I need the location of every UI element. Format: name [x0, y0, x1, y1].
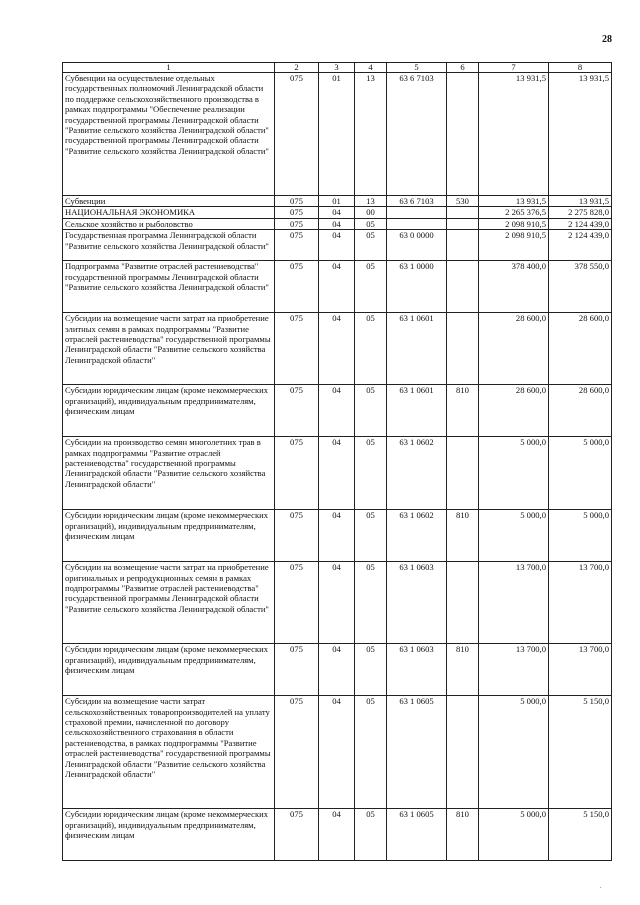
amount-year1-cell: 5 000,0: [479, 437, 549, 510]
amount-year2-cell: 5 000,0: [549, 510, 612, 562]
row-name-cell: Субсидии юридическим лицам (кроме некоммерческих организаций), индивидуальным предпринимателям, физическим лицам: [63, 510, 275, 562]
subsection-cell: 05: [355, 230, 387, 261]
admin-code-cell: 075: [275, 562, 319, 644]
table-row: [63, 196, 612, 207]
header-cell: 2: [275, 63, 319, 73]
section-cell: 04: [319, 218, 355, 229]
amount-year1-cell: 5 000,0: [479, 510, 549, 562]
amount-year1-cell: 2 265 376,5: [479, 207, 549, 218]
page-number: 28: [602, 34, 612, 45]
row-name-cell: Подпрограмма "Развитие отраслей растениеводства" государственной программы Ленинградской области "Развитие сельского хозяйства Ленинградской области": [63, 261, 275, 313]
target-article-cell: [387, 218, 447, 229]
amount-year2-cell: 2 124 439,0: [549, 218, 612, 229]
amount-year1-cell: 2 098 910,5: [479, 218, 549, 229]
table-row: [63, 261, 612, 313]
budget-table: [62, 62, 612, 861]
amount-year2-cell: 5 150,0: [549, 696, 612, 809]
amount-year2-cell: 5 000,0: [549, 437, 612, 510]
table-row: [63, 437, 612, 510]
header-cell: 1: [63, 63, 275, 73]
expense-type-cell: 810: [447, 510, 479, 562]
amount-year1-cell: 13 700,0: [479, 644, 549, 696]
target-article-cell: 63 1 0601: [387, 313, 447, 385]
expense-type-cell: [447, 207, 479, 218]
section-cell: 01: [319, 73, 355, 196]
amount-year2-cell: 13 931,5: [549, 196, 612, 207]
amount-year2-cell: 378 550,0: [549, 261, 612, 313]
table-row: [63, 207, 612, 218]
admin-code-cell: 075: [275, 385, 319, 437]
admin-code-cell: 075: [275, 313, 319, 385]
row-name-cell: Субсидии на возмещение части затрат сельскохозяйственных товаропроизводителей на уплату страховой премии, начисленной по договору сельскохозяйственного страхования в области растениеводства, в рамках подпрограммы "Развитие отраслей растениеводства" государственной программы Ленинградской области "Развитие сельского хозяйства Ленинградской области": [63, 696, 275, 809]
amount-year2-cell: 13 931,5: [549, 73, 612, 196]
amount-year1-cell: 5 000,0: [479, 809, 549, 861]
table-row: [63, 562, 612, 644]
amount-year2-cell: 13 700,0: [549, 562, 612, 644]
row-name-cell: НАЦИОНАЛЬНАЯ ЭКОНОМИКА: [63, 207, 275, 218]
admin-code-cell: 075: [275, 437, 319, 510]
header-cell: 4: [355, 63, 387, 73]
subsection-cell: 13: [355, 73, 387, 196]
admin-code-cell: 075: [275, 196, 319, 207]
table-row: [63, 230, 612, 261]
amount-year2-cell: 28 600,0: [549, 385, 612, 437]
amount-year1-cell: 28 600,0: [479, 385, 549, 437]
expense-type-cell: [447, 218, 479, 229]
header-cell: 5: [387, 63, 447, 73]
amount-year2-cell: 13 700,0: [549, 644, 612, 696]
target-article-cell: 63 1 0602: [387, 437, 447, 510]
target-article-cell: 63 6 7103: [387, 196, 447, 207]
table-row: [63, 73, 612, 196]
table-row: [63, 313, 612, 385]
subsection-cell: 05: [355, 218, 387, 229]
section-cell: 04: [319, 510, 355, 562]
target-article-cell: 63 1 0000: [387, 261, 447, 313]
expense-type-cell: [447, 696, 479, 809]
target-article-cell: 63 6 7103: [387, 73, 447, 196]
header-cell: 7: [479, 63, 549, 73]
section-cell: 04: [319, 313, 355, 385]
expense-type-cell: [447, 562, 479, 644]
admin-code-cell: 075: [275, 230, 319, 261]
subsection-cell: 05: [355, 313, 387, 385]
target-article-cell: 63 1 0603: [387, 644, 447, 696]
subsection-cell: 00: [355, 207, 387, 218]
amount-year2-cell: 2 124 439,0: [549, 230, 612, 261]
table-row: [63, 385, 612, 437]
row-name-cell: Субсидии юридическим лицам (кроме некоммерческих организаций), индивидуальным предпринимателям, физическим лицам: [63, 385, 275, 437]
amount-year1-cell: 378 400,0: [479, 261, 549, 313]
target-article-cell: 63 1 0602: [387, 510, 447, 562]
row-name-cell: Субсидии юридическим лицам (кроме некоммерческих организаций), индивидуальным предпринимателям, физическим лицам: [63, 809, 275, 861]
admin-code-cell: 075: [275, 207, 319, 218]
subsection-cell: 05: [355, 385, 387, 437]
amount-year1-cell: 13 931,5: [479, 196, 549, 207]
section-cell: 04: [319, 562, 355, 644]
target-article-cell: 63 1 0601: [387, 385, 447, 437]
table-row: [63, 510, 612, 562]
expense-type-cell: [447, 437, 479, 510]
table-row: [63, 809, 612, 861]
row-name-cell: Субвенции: [63, 196, 275, 207]
row-name-cell: Субвенции на осуществление отдельных государственных полномочий Ленинградской области по поддержке сельскохозяйственного производства в рамках подпрограммы "Обеспечение реализации государственной программы Ленинградской области "Развитие сельского хозяйства Ленинградской области" государственной программы Ленинградской области "Развитие сельского хозяйства Ленинградской области": [63, 73, 275, 196]
target-article-cell: 63 1 0605: [387, 809, 447, 861]
admin-code-cell: 075: [275, 73, 319, 196]
section-cell: 04: [319, 230, 355, 261]
subsection-cell: 05: [355, 562, 387, 644]
admin-code-cell: 075: [275, 510, 319, 562]
target-article-cell: 63 1 0603: [387, 562, 447, 644]
table-row: [63, 218, 612, 229]
subsection-cell: 05: [355, 696, 387, 809]
row-name-cell: Субсидии на возмещение части затрат на приобретение элитных семян в рамках подпрограммы "Развитие отраслей растениеводства" государственной программы Ленинградской области "Развитие сельского хозяйства Ленинградской области": [63, 313, 275, 385]
row-name-cell: Государственная программа Ленинградской области "Развитие сельского хозяйства Ленинградской области": [63, 230, 275, 261]
row-name-cell: Субсидии на производство семян многолетних трав в рамках подпрограммы "Развитие отраслей растениеводства" государственной программы Ленинградской области "Развитие сельского хозяйства Ленинградской области": [63, 437, 275, 510]
header-row: [63, 63, 612, 73]
amount-year1-cell: 2 098 910,5: [479, 230, 549, 261]
subsection-cell: 05: [355, 437, 387, 510]
expense-type-cell: 810: [447, 644, 479, 696]
section-cell: 04: [319, 809, 355, 861]
section-cell: 01: [319, 196, 355, 207]
expense-type-cell: [447, 73, 479, 196]
admin-code-cell: 075: [275, 644, 319, 696]
section-cell: 04: [319, 644, 355, 696]
row-name-cell: Сельское хозяйство и рыболовство: [63, 218, 275, 229]
section-cell: 04: [319, 437, 355, 510]
amount-year2-cell: 5 150,0: [549, 809, 612, 861]
subsection-cell: 05: [355, 809, 387, 861]
amount-year1-cell: 5 000,0: [479, 696, 549, 809]
table-row: [63, 696, 612, 809]
section-cell: 04: [319, 696, 355, 809]
amount-year2-cell: 28 600,0: [549, 313, 612, 385]
target-article-cell: 63 0 0000: [387, 230, 447, 261]
expense-type-cell: 810: [447, 809, 479, 861]
row-name-cell: Субсидии на возмещение части затрат на приобретение оригинальных и репродукционных семян в рамках подпрограммы "Развитие отраслей растениеводства" государственной программы Ленинградской области "Развитие сельского хозяйства Ленинградской области": [63, 562, 275, 644]
subsection-cell: 13: [355, 196, 387, 207]
header-cell: 6: [447, 63, 479, 73]
admin-code-cell: 075: [275, 696, 319, 809]
admin-code-cell: 075: [275, 218, 319, 229]
section-cell: 04: [319, 261, 355, 313]
amount-year1-cell: 13 931,5: [479, 73, 549, 196]
amount-year2-cell: 2 275 828,0: [549, 207, 612, 218]
amount-year1-cell: 13 700,0: [479, 562, 549, 644]
expense-type-cell: [447, 230, 479, 261]
subsection-cell: 05: [355, 644, 387, 696]
target-article-cell: 63 1 0605: [387, 696, 447, 809]
section-cell: 04: [319, 385, 355, 437]
expense-type-cell: 530: [447, 196, 479, 207]
target-article-cell: [387, 207, 447, 218]
amount-year1-cell: 28 600,0: [479, 313, 549, 385]
row-name-cell: Субсидии юридическим лицам (кроме некоммерческих организаций), индивидуальным предпринимателям, физическим лицам: [63, 644, 275, 696]
section-cell: 04: [319, 207, 355, 218]
header-cell: 3: [319, 63, 355, 73]
expense-type-cell: 810: [447, 385, 479, 437]
expense-type-cell: [447, 313, 479, 385]
subsection-cell: 05: [355, 261, 387, 313]
header-cell: 8: [549, 63, 612, 73]
admin-code-cell: 075: [275, 809, 319, 861]
admin-code-cell: 075: [275, 261, 319, 313]
table-row: [63, 644, 612, 696]
expense-type-cell: [447, 261, 479, 313]
subsection-cell: 05: [355, 510, 387, 562]
corner-mark: .: [600, 884, 602, 890]
